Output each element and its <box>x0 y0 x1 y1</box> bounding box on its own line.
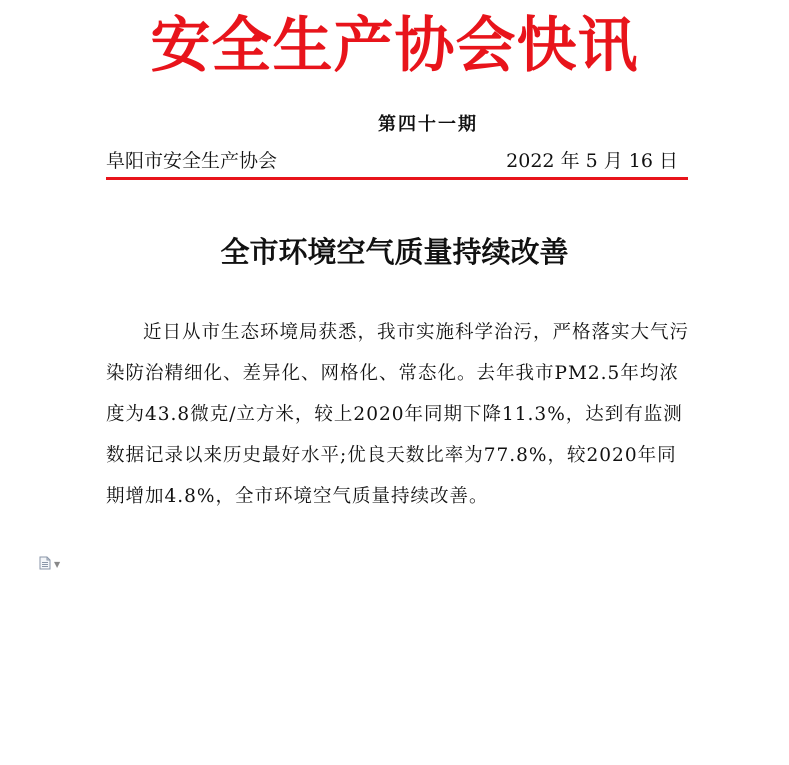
publish-date: 2022 年 5 月 16 日 <box>506 150 678 172</box>
document-icon <box>39 555 51 574</box>
document-menu[interactable] <box>39 555 60 574</box>
publisher-name: 阜阳市安全生产协会 <box>106 150 278 172</box>
red-divider <box>106 177 688 180</box>
article-body: 近日从市生态环境局获悉，我市实施科学治污，严格落实大气污染防治精细化、差异化、网格化、常态化。去年我市PM2.5年均浓度为43.8微克/立方米，较上2020年同期下降11.3%，达到有监测数据记录以来历史最好水平;优良天数比率为77.8%，较2020年同期增加4.8%，全市环境空气质量持续改善。 <box>106 322 690 507</box>
article-headline: 全市环境空气质量持续改善 <box>220 235 569 269</box>
masthead-title: 安全生产协会快讯 <box>150 11 639 81</box>
issue-number: 第四十一期 <box>378 114 478 135</box>
chevron-down-icon: ▼ <box>54 560 61 569</box>
